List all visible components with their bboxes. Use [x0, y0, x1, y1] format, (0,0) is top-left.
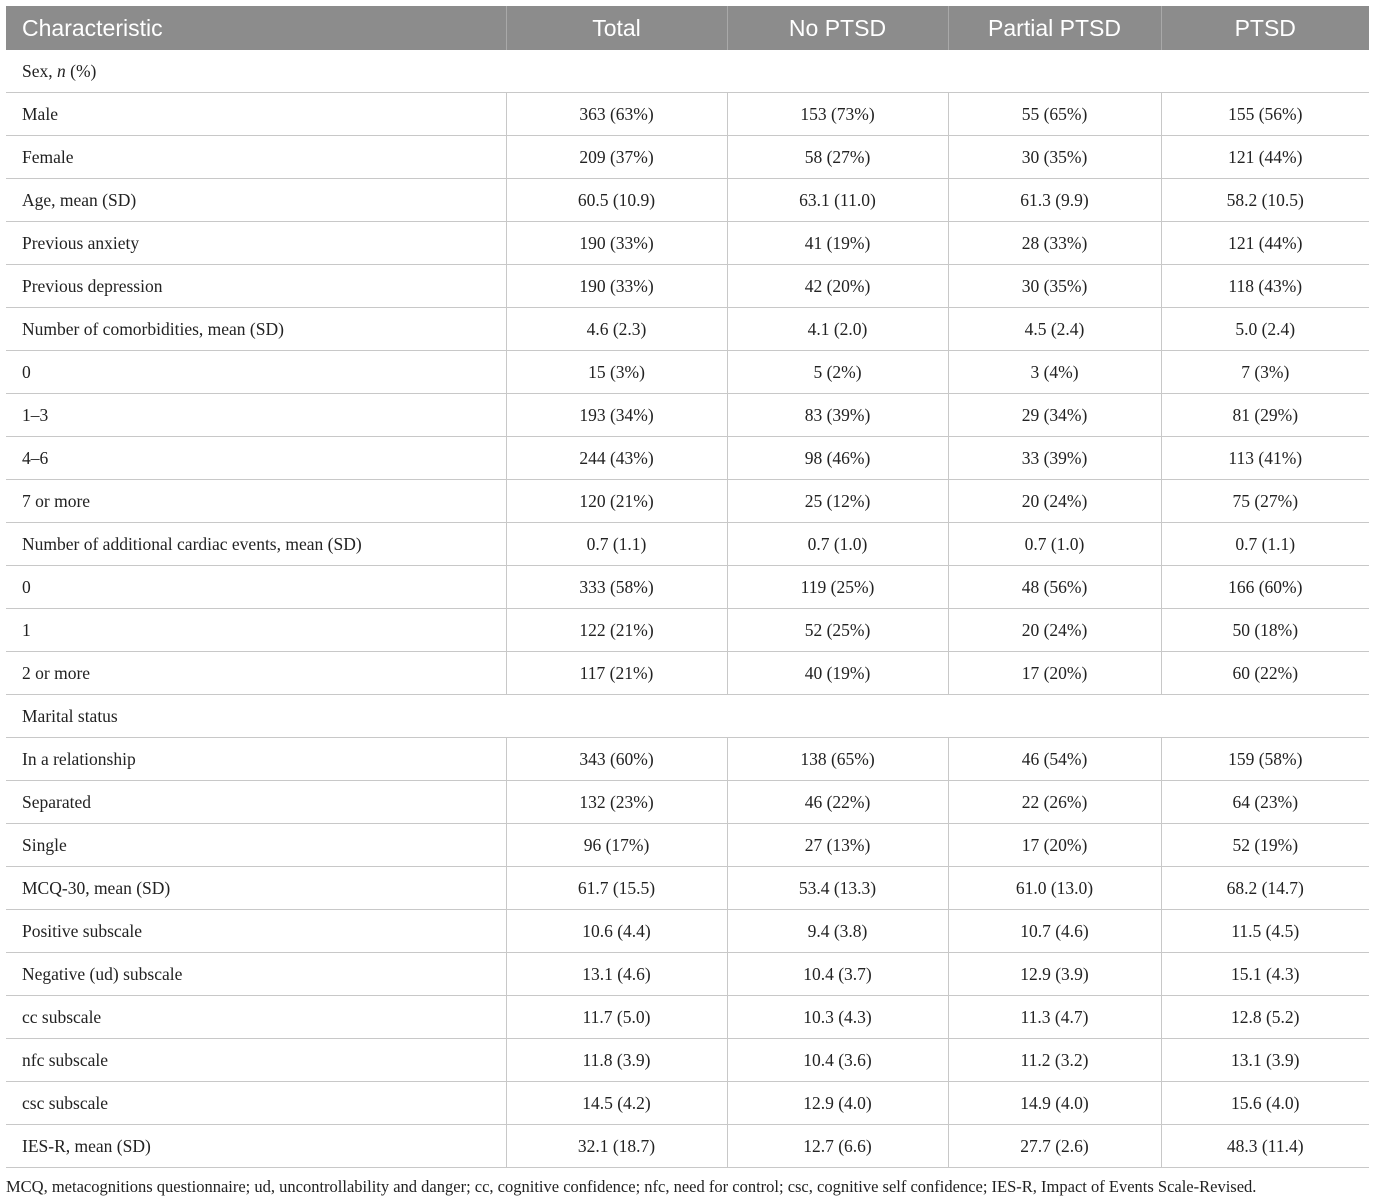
table-cell: 58.2 (10.5) [1161, 179, 1369, 222]
table-row [6, 351, 1369, 394]
row-label: cc subscale [6, 996, 506, 1039]
table-cell: 81 (29%) [1161, 394, 1369, 437]
table-cell: 121 (44%) [1161, 136, 1369, 179]
column-header-no-ptsd: No PTSD [727, 6, 948, 50]
table-cell: 4.1 (2.0) [727, 308, 948, 351]
table-cell: 11.7 (5.0) [506, 996, 727, 1039]
row-label: 4–6 [6, 437, 506, 480]
table-cell: 12.8 (5.2) [1161, 996, 1369, 1039]
table-cell: 48 (56%) [948, 566, 1161, 609]
table-cell: 9.4 (3.8) [727, 910, 948, 953]
table-row [6, 437, 1369, 480]
table-cell: 60.5 (10.9) [506, 179, 727, 222]
row-label: Number of comorbidities, mean (SD) [6, 308, 506, 351]
table-cell: 61.7 (15.5) [506, 867, 727, 910]
table-row [6, 480, 1369, 523]
table-cell: 28 (33%) [948, 222, 1161, 265]
table-cell: 117 (21%) [506, 652, 727, 695]
table-cell: 193 (34%) [506, 394, 727, 437]
table-cell: 14.9 (4.0) [948, 1082, 1161, 1125]
table-cell: 11.2 (3.2) [948, 1039, 1161, 1082]
table-cell: 32.1 (18.7) [506, 1125, 727, 1168]
section-row [6, 50, 1369, 93]
row-label: Number of additional cardiac events, mean (SD) [6, 523, 506, 566]
table-cell: 11.5 (4.5) [1161, 910, 1369, 953]
row-label: 1–3 [6, 394, 506, 437]
table-cell: 17 (20%) [948, 824, 1161, 867]
table-cell: 121 (44%) [1161, 222, 1369, 265]
table-row [6, 523, 1369, 566]
section-label-italic: n [57, 60, 66, 81]
table-cell: 53.4 (13.3) [727, 867, 948, 910]
table-cell: 10.3 (4.3) [727, 996, 948, 1039]
table-cell: 11.3 (4.7) [948, 996, 1161, 1039]
table-cell: 118 (43%) [1161, 265, 1369, 308]
table-cell: 33 (39%) [948, 437, 1161, 480]
table-cell: 0.7 (1.0) [948, 523, 1161, 566]
table-cell: 48.3 (11.4) [1161, 1125, 1369, 1168]
table-cell: 7 (3%) [1161, 351, 1369, 394]
table-cell: 113 (41%) [1161, 437, 1369, 480]
table-cell: 15.1 (4.3) [1161, 953, 1369, 996]
table-cell: 3 (4%) [948, 351, 1161, 394]
table-cell: 13.1 (4.6) [506, 953, 727, 996]
table-row [6, 1125, 1369, 1168]
table-cell: 209 (37%) [506, 136, 727, 179]
table-cell: 363 (63%) [506, 93, 727, 136]
row-label: Single [6, 824, 506, 867]
table-cell: 30 (35%) [948, 136, 1161, 179]
row-label: Separated [6, 781, 506, 824]
table-cell: 120 (21%) [506, 480, 727, 523]
table-cell: 52 (19%) [1161, 824, 1369, 867]
row-label: Positive subscale [6, 910, 506, 953]
table-cell: 11.8 (3.9) [506, 1039, 727, 1082]
table-cell: 50 (18%) [1161, 609, 1369, 652]
table-cell: 13.1 (3.9) [1161, 1039, 1369, 1082]
table-cell: 17 (20%) [948, 652, 1161, 695]
column-header-characteristic: Characteristic [6, 6, 506, 50]
section-label [6, 695, 1369, 738]
table-cell: 10.4 (3.7) [727, 953, 948, 996]
table-cell: 25 (12%) [727, 480, 948, 523]
row-label: Male [6, 93, 506, 136]
table-row [6, 566, 1369, 609]
column-header-ptsd: PTSD [1161, 6, 1369, 50]
table-cell: 12.9 (3.9) [948, 953, 1161, 996]
row-label: csc subscale [6, 1082, 506, 1125]
column-header-total: Total [506, 6, 727, 50]
table-cell: 61.3 (9.9) [948, 179, 1161, 222]
table-row [6, 136, 1369, 179]
table-row [6, 179, 1369, 222]
table-cell: 96 (17%) [506, 824, 727, 867]
table-row [6, 996, 1369, 1039]
table-cell: 12.7 (6.6) [727, 1125, 948, 1168]
column-header-partial-ptsd: Partial PTSD [948, 6, 1161, 50]
row-label: Negative (ud) subscale [6, 953, 506, 996]
table-cell: 343 (60%) [506, 738, 727, 781]
table-row [6, 738, 1369, 781]
table-cell: 333 (58%) [506, 566, 727, 609]
table-cell: 0.7 (1.0) [727, 523, 948, 566]
section-row [6, 695, 1369, 738]
section-label-suffix: (%) [65, 60, 97, 81]
table-cell: 83 (39%) [727, 394, 948, 437]
table-cell: 10.4 (3.6) [727, 1039, 948, 1082]
table-cell: 0.7 (1.1) [1161, 523, 1369, 566]
table-cell: 155 (56%) [1161, 93, 1369, 136]
table-cell: 20 (24%) [948, 480, 1161, 523]
table-cell: 27.7 (2.6) [948, 1125, 1161, 1168]
section-label-text: Sex, [22, 60, 57, 81]
table-row [6, 652, 1369, 695]
row-label: nfc subscale [6, 1039, 506, 1082]
table-cell: 22 (26%) [948, 781, 1161, 824]
table-cell: 58 (27%) [727, 136, 948, 179]
table-cell: 159 (58%) [1161, 738, 1369, 781]
table-cell: 15.6 (4.0) [1161, 1082, 1369, 1125]
section-label-text: Marital status [22, 705, 118, 726]
table-body [6, 50, 1369, 1168]
characteristics-table [6, 6, 1369, 1168]
table-row [6, 609, 1369, 652]
table-cell: 0.7 (1.1) [506, 523, 727, 566]
table-cell: 55 (65%) [948, 93, 1161, 136]
section-label [6, 50, 1369, 93]
table-cell: 4.5 (2.4) [948, 308, 1161, 351]
table-cell: 14.5 (4.2) [506, 1082, 727, 1125]
table-row [6, 1082, 1369, 1125]
table-row [6, 867, 1369, 910]
table-cell: 122 (21%) [506, 609, 727, 652]
table-cell: 138 (65%) [727, 738, 948, 781]
row-label: MCQ-30, mean (SD) [6, 867, 506, 910]
table-cell: 153 (73%) [727, 93, 948, 136]
row-label: 2 or more [6, 652, 506, 695]
row-label: IES-R, mean (SD) [6, 1125, 506, 1168]
table-cell: 63.1 (11.0) [727, 179, 948, 222]
table-cell: 41 (19%) [727, 222, 948, 265]
table-row [6, 308, 1369, 351]
row-label: Previous anxiety [6, 222, 506, 265]
table-cell: 64 (23%) [1161, 781, 1369, 824]
table-cell: 20 (24%) [948, 609, 1161, 652]
table-cell: 190 (33%) [506, 265, 727, 308]
header-row [6, 6, 1369, 50]
table-cell: 244 (43%) [506, 437, 727, 480]
table-cell: 190 (33%) [506, 222, 727, 265]
row-label: 0 [6, 351, 506, 394]
row-label: 7 or more [6, 480, 506, 523]
row-label: 1 [6, 609, 506, 652]
table-cell: 119 (25%) [727, 566, 948, 609]
table-cell: 46 (22%) [727, 781, 948, 824]
table-cell: 42 (20%) [727, 265, 948, 308]
row-label: Previous depression [6, 265, 506, 308]
table-row [6, 394, 1369, 437]
table-container [6, 6, 1369, 1168]
table-cell: 30 (35%) [948, 265, 1161, 308]
table-cell: 75 (27%) [1161, 480, 1369, 523]
table-row [6, 910, 1369, 953]
table-cell: 68.2 (14.7) [1161, 867, 1369, 910]
row-label: Age, mean (SD) [6, 179, 506, 222]
table-row [6, 781, 1369, 824]
table-cell: 12.9 (4.0) [727, 1082, 948, 1125]
table-cell: 40 (19%) [727, 652, 948, 695]
table-cell: 52 (25%) [727, 609, 948, 652]
table-row [6, 953, 1369, 996]
table-cell: 61.0 (13.0) [948, 867, 1161, 910]
row-label: 0 [6, 566, 506, 609]
row-label: Female [6, 136, 506, 179]
table-cell: 4.6 (2.3) [506, 308, 727, 351]
table-row [6, 265, 1369, 308]
table-cell: 10.7 (4.6) [948, 910, 1161, 953]
table-row [6, 824, 1369, 867]
table-cell: 166 (60%) [1161, 566, 1369, 609]
table-cell: 27 (13%) [727, 824, 948, 867]
row-label: In a relationship [6, 738, 506, 781]
table-cell: 5.0 (2.4) [1161, 308, 1369, 351]
table-row [6, 222, 1369, 265]
table-cell: 60 (22%) [1161, 652, 1369, 695]
table-cell: 15 (3%) [506, 351, 727, 394]
table-cell: 29 (34%) [948, 394, 1161, 437]
table-row [6, 93, 1369, 136]
table-cell: 46 (54%) [948, 738, 1161, 781]
table-cell: 132 (23%) [506, 781, 727, 824]
table-row [6, 1039, 1369, 1082]
table-cell: 98 (46%) [727, 437, 948, 480]
table-footnote: MCQ, metacognitions questionnaire; ud, uncontrollability and danger; cc, cognitive confidence; nfc, need for control; csc, cognitive self confidence; IES-R, Impact of Events Scale-Revised. [6, 1177, 1257, 1196]
table-cell: 5 (2%) [727, 351, 948, 394]
table-cell: 10.6 (4.4) [506, 910, 727, 953]
